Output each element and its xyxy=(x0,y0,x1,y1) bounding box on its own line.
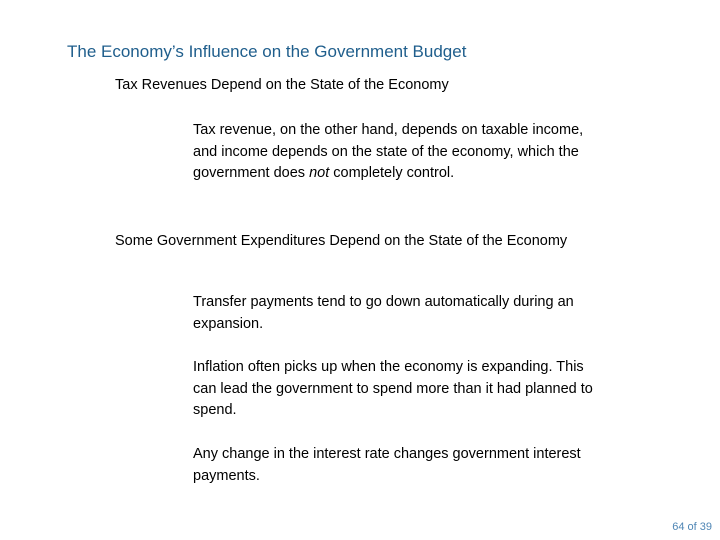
paragraph-inflation: Inflation often picks up when the economy is expanding. This can lead the government to spend more than it had planned to spend. xyxy=(193,359,593,418)
paragraph-tax-revenue xyxy=(193,120,603,185)
page-number: 64 of 39 xyxy=(672,521,712,533)
section-heading-expenditures: Some Government Expenditures Depend on the State of the Economy xyxy=(115,233,568,249)
paragraph-text: Tax revenue, on the other hand, depends on taxable income, and income depends on the state of the economy, which the government does xyxy=(193,122,584,181)
paragraph-text: completely control. xyxy=(329,165,455,181)
section-heading-tax-revenues: Tax Revenues Depend on the State of the Economy xyxy=(115,77,449,93)
paragraph-transfer-payments: Transfer payments tend to go down automatically during an expansion. xyxy=(193,294,574,332)
emphasis-text: not xyxy=(309,165,330,181)
slide-title: The Economy’s Influence on the Government Budget xyxy=(67,42,467,61)
paragraph-interest-rate: Any change in the interest rate changes government interest payments. xyxy=(193,446,581,484)
